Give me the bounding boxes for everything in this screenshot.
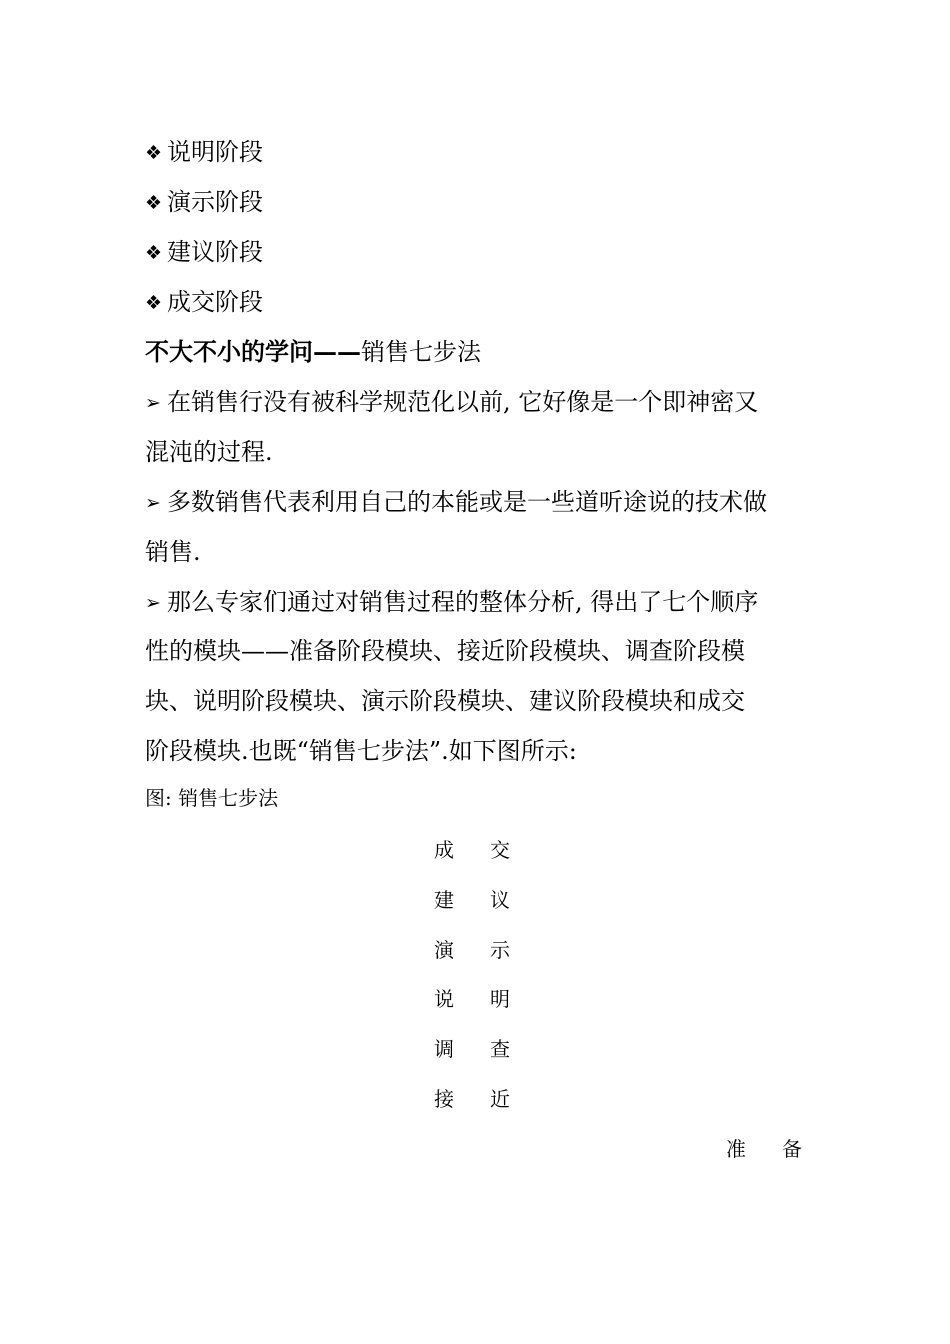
step-char: 演 [434, 938, 454, 962]
diamond-bullet-icon: ❖ [145, 292, 163, 314]
step-demo [434, 937, 510, 963]
paragraph-text: 性的模块——准备阶段模块、接近阶段模块、调查阶段模 [145, 637, 745, 665]
paragraph-3-line-2 [145, 636, 745, 666]
paragraph-text: 多数销售代表利用自己的本能或是一些道听途说的技术做 [167, 488, 767, 516]
bullet-text: 成交阶段 [167, 288, 263, 316]
step-explain [434, 986, 510, 1012]
step-approach [434, 1086, 510, 1112]
step-char: 明 [490, 987, 510, 1011]
step-close [434, 837, 510, 863]
paragraph-text: 块、说明阶段模块、演示阶段模块、建议阶段模块和成交 [145, 687, 745, 715]
step-char: 交 [490, 838, 510, 862]
step-char: 准 [726, 1137, 746, 1161]
arrow-bullet-icon: ➢ [145, 592, 161, 614]
arrow-bullet-icon: ➢ [145, 492, 161, 514]
step-char: 议 [490, 888, 510, 912]
step-char: 近 [490, 1087, 510, 1111]
paragraph-text: 混沌的过程. [145, 438, 273, 466]
bullet-text: 演示阶段 [167, 188, 263, 216]
paragraph-text: 阶段模块.也既“销售七步法”.如下图所示: [145, 737, 577, 765]
step-char: 建 [434, 888, 454, 912]
figure-caption: 图: 销售七步法 [145, 786, 279, 810]
step-suggest [434, 887, 510, 913]
step-char: 成 [434, 838, 454, 862]
bullet-text: 说明阶段 [167, 138, 263, 166]
step-char: 备 [782, 1137, 802, 1161]
step-investigate [434, 1036, 510, 1062]
step-char: 说 [434, 987, 454, 1011]
bullet-text: 建议阶段 [167, 238, 263, 266]
diamond-bullet-icon: ❖ [145, 242, 163, 264]
arrow-bullet-icon: ➢ [145, 392, 161, 414]
step-char: 接 [434, 1087, 454, 1111]
diamond-bullet-icon: ❖ [145, 192, 163, 214]
paragraph-1-line-2 [145, 437, 273, 467]
heading-normal: 销售七步法 [361, 338, 481, 366]
bullet-item-close [145, 287, 263, 318]
bullet-item-suggest [145, 237, 263, 268]
step-char: 查 [490, 1037, 510, 1061]
paragraph-3-line-1 [145, 587, 758, 618]
step-char: 示 [490, 938, 510, 962]
paragraph-1-line-1 [145, 387, 758, 418]
bullet-item-demo [145, 187, 263, 218]
step-char: 调 [434, 1037, 454, 1061]
paragraph-text: 销售. [145, 538, 201, 566]
paragraph-text: 在销售行没有被科学规范化以前, 它好像是一个即神密又 [167, 388, 759, 416]
paragraph-2-line-1 [145, 487, 767, 518]
paragraph-3-line-3 [145, 686, 745, 716]
section-heading [145, 337, 481, 367]
paragraph-3-line-4 [145, 736, 577, 766]
paragraph-text: 那么专家们通过对销售过程的整体分析, 得出了七个顺序 [167, 588, 759, 616]
paragraph-2-line-2 [145, 537, 201, 567]
diamond-bullet-icon: ❖ [145, 142, 163, 164]
heading-bold: 不大不小的学问—— [145, 337, 361, 366]
bullet-item-explain [145, 137, 263, 168]
step-prepare [726, 1136, 802, 1162]
